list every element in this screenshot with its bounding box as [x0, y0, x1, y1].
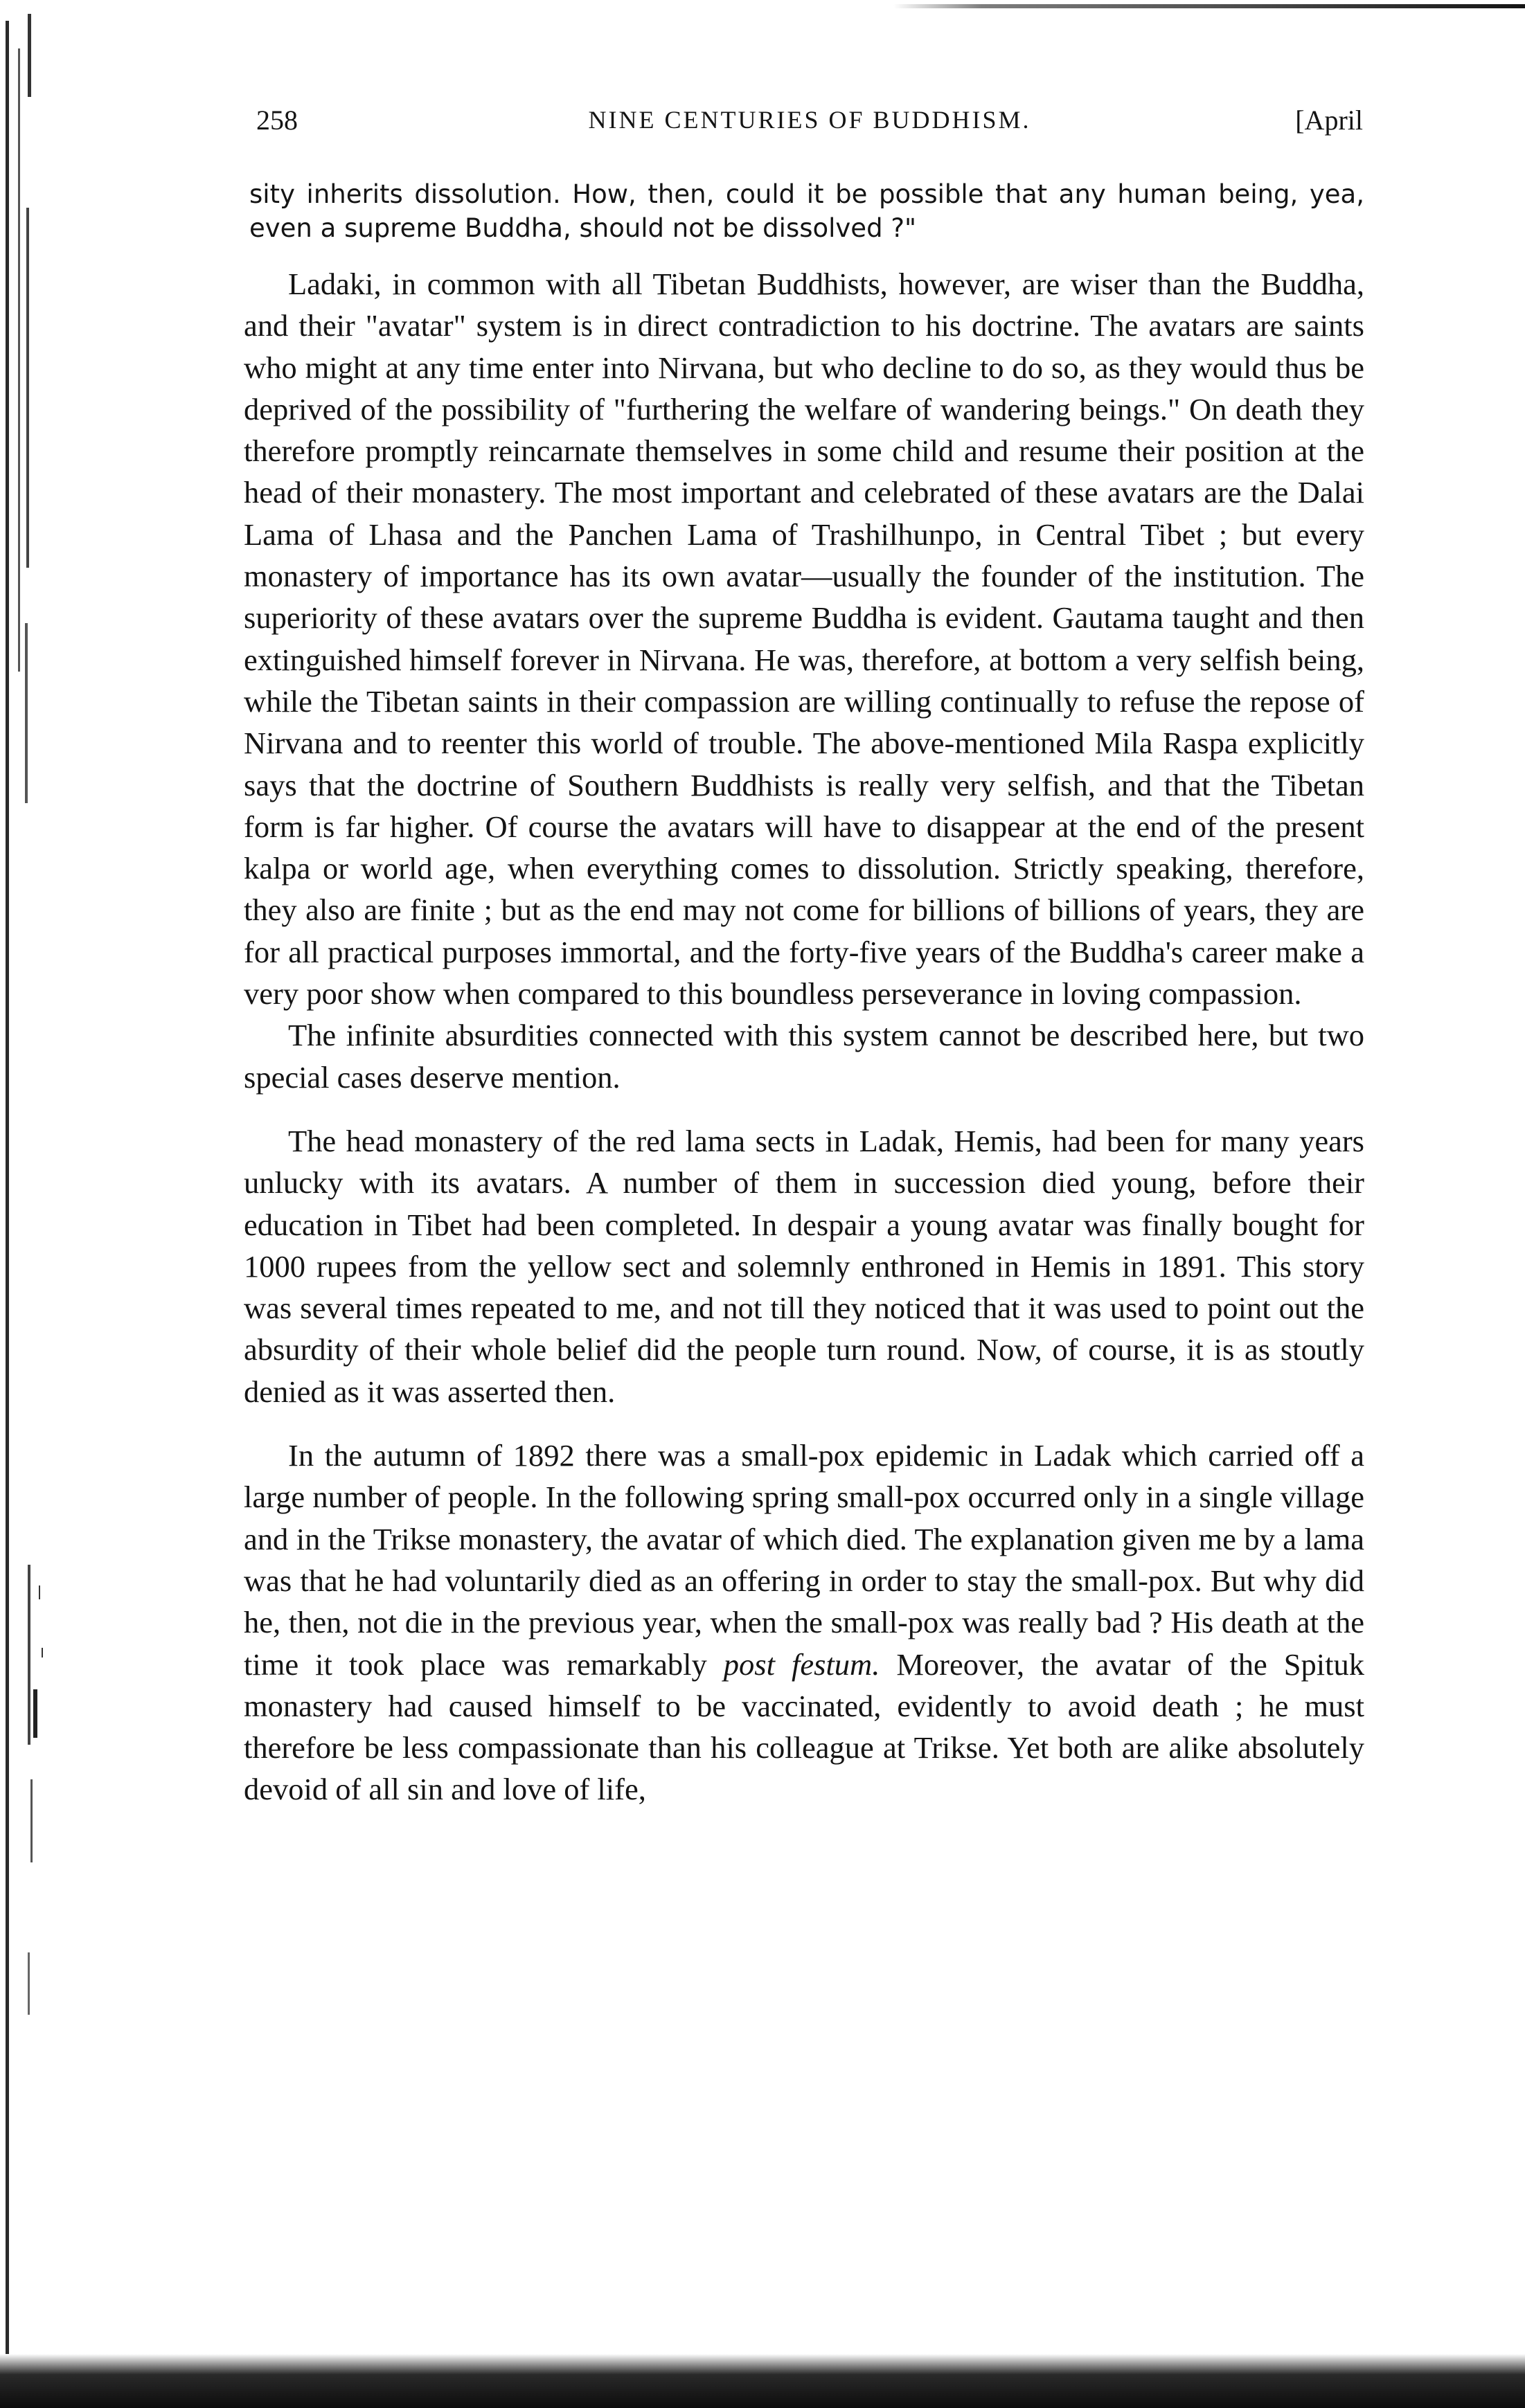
- scan-left-edge-marks: [0, 0, 83, 2408]
- quote-continuation: sity inherits dissolution. How, then, could it be possible that any human being, yea, even a supreme Buddha, should not be dissolved ?": [249, 179, 1364, 243]
- paragraph-absurdities: The infinite absurdities connected with this system cannot be described here, but two special cases deserve mention.: [244, 1018, 1364, 1095]
- scan-bottom-edge: [0, 2354, 1525, 2408]
- running-title: NINE CENTURIES OF BUDDHISM.: [588, 106, 1031, 134]
- article-body: [244, 263, 1364, 1811]
- paragraph-smallpox: In the autumn of 1892 there was a small-pox epidemic in Ladak which carried off a large number of people. In the following spring small-pox occurred only in a single village and in the Trikse monastery, the avatar of which died. The explanation given me by a lama was that he had voluntarily died as an offering in order to stay the small-pox. But why did he, then, not die in the previous year, when the small-pox was really bad ? His death at the time it took place was remarkably post festum. Moreover, the avatar of the Spituk monastery had caused himself to be vaccinated, evidently to avoid death ; he must therefore be less compassionate than his colleague at Trikse. Yet both are alike absolutely devoid of all sin and love of life,: [244, 1438, 1365, 1807]
- paragraph-avatar-system: Ladaki, in common with all Tibetan Buddhists, however, are wiser than the Buddha, and their "avatar" system is in direct contradiction to his doctrine. The avatars are saints who might at any time enter into Nirvana, but who decline to do so, as they would thus be deprived of the possibility of "furthering the welfare of wandering beings." On death they therefore promptly reincarnate themselves in some child and resume their position at the head of their monastery. The most important and celebrated of these avatars are the Dalai Lama of Lhasa and the Panchen Lama of Trashilhunpo, in Central Tibet ; but every monastery of importance has its own avatar—usually the founder of the institution. The superiority of these avatars over the supreme Buddha is evident. Gautama taught and then extinguished himself forever in Nirvana. He was, therefore, at bottom a very selfish being, while the Tibetan saints in their compassion are willing continually to refuse the repose of Nirvana and to reenter this world of trouble. The above-mentioned Mila Raspa explicitly says that the doctrine of Southern Buddhists is really very selfish, and that the Tibetan form is far higher. Of course the avatars will have to disappear at the end of the present kalpa or world age, when everything comes to dissolution. Strictly speaking, therefore, they also are finite ; but as the end may not come for billions of billions of years, they are for all practical purposes immortal, and the forty-five years of the Buddha's career make a very poor show when compared to this boundless perseverance in loving compassion.: [244, 267, 1364, 1012]
- italic-post-festum: post festum.: [723, 1646, 880, 1682]
- issue-month: [April: [1295, 105, 1363, 136]
- page-number: 258: [256, 105, 298, 136]
- running-header: [256, 104, 1363, 145]
- paragraph-hemis: The head monastery of the red lama sects in Ladak, Hemis, had been for many years unlucky with its avatars. A number of them in succession died young, before their education in Tibet had been completed. In despair a young avatar was finally bought for 1000 rupees from the yellow sect and solemnly enthroned in Hemis in 1891. This story was several times repeated to me, and not till they noticed that it was used to point out the absurdity of their whole belief did the people turn round. Now, of course, it is as stoutly denied as it was asserted then.: [244, 1123, 1364, 1409]
- scan-top-edge-line: [893, 4, 1525, 8]
